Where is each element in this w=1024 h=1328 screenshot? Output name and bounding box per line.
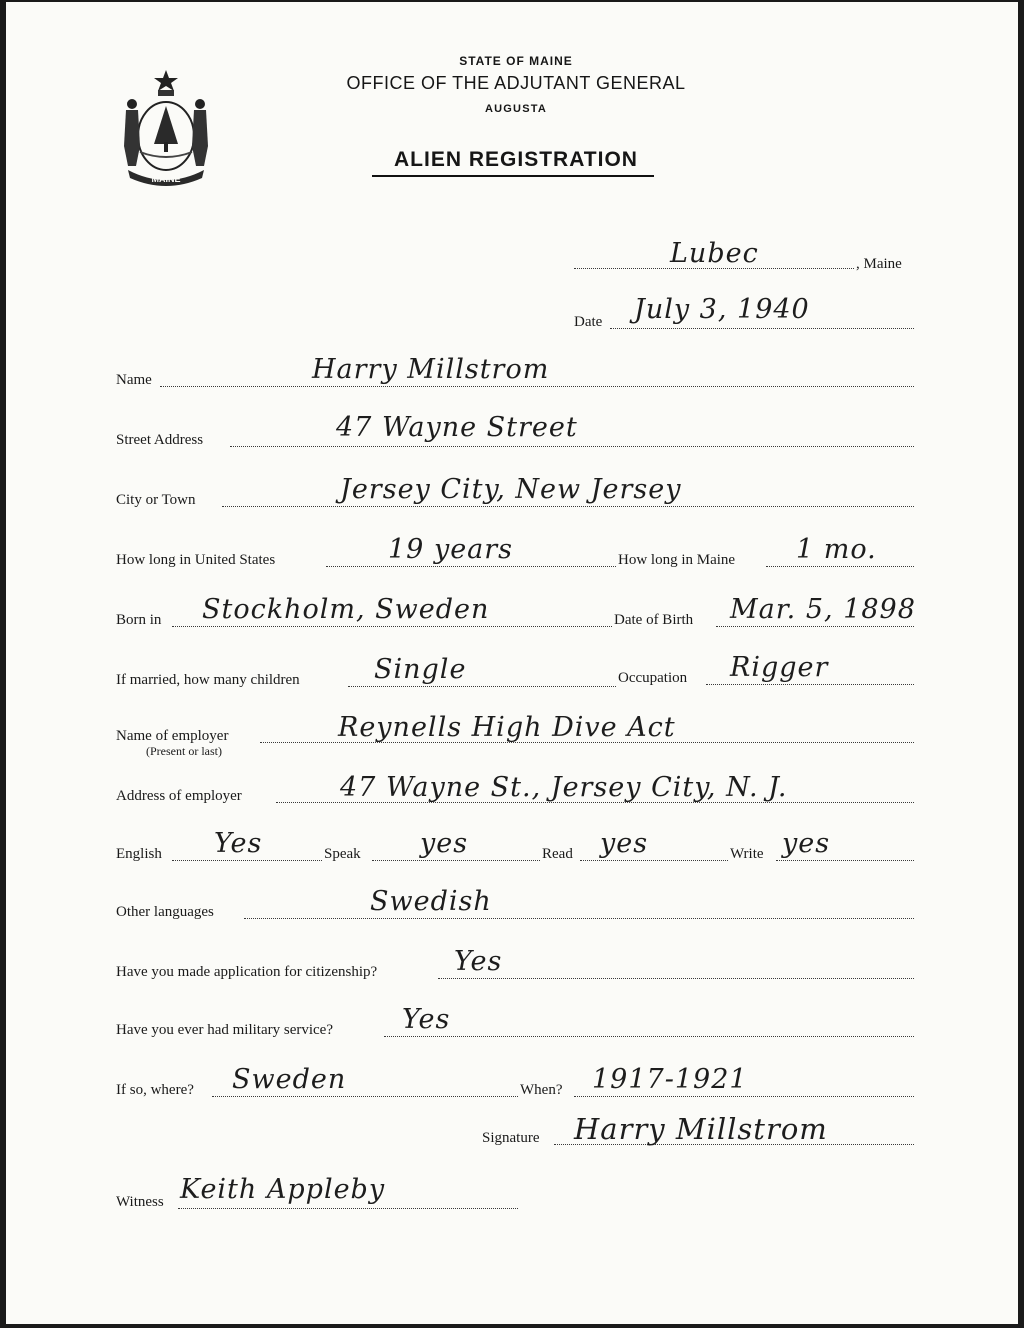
english-line (172, 860, 322, 861)
military-label: Have you ever had military service? (116, 1022, 333, 1038)
registration-form-page (6, 2, 1018, 1324)
how-long-maine-value: 1 mo. (796, 534, 877, 565)
children-value: Single (374, 654, 467, 685)
military-value: Yes (402, 1004, 451, 1035)
born-in-label: Born in (116, 612, 162, 628)
name-line (160, 386, 914, 387)
read-line (580, 860, 728, 861)
witness-value: Keith Appleby (180, 1174, 386, 1205)
occupation-label: Occupation (618, 670, 688, 686)
place-value: Lubec (670, 238, 759, 269)
signature-label: Signature (482, 1130, 540, 1146)
children-label: If married, how many children (116, 672, 300, 688)
svg-text:MAINE: MAINE (151, 174, 181, 184)
place-label: , Maine (856, 256, 902, 272)
read-label: Read (542, 846, 573, 862)
how-long-us-line (326, 566, 616, 567)
born-in-line (172, 626, 612, 627)
where-line (212, 1096, 518, 1097)
date-of-birth-label: Date of Birth (614, 612, 694, 628)
witness-label: Witness (116, 1194, 164, 1210)
city-or-town-value: Jersey City, New Jersey (340, 474, 682, 505)
date-value: July 3, 1940 (634, 294, 810, 325)
when-label: When? (520, 1082, 563, 1098)
signature-value: Harry Millstrom (574, 1112, 828, 1146)
name-value: Harry Millstrom (312, 354, 550, 385)
date-label: Date (574, 314, 603, 330)
how-long-us-label: How long in United States (116, 552, 276, 568)
write-value: yes (782, 828, 831, 859)
street-address-label: Street Address (116, 432, 204, 448)
citizenship-label: Have you made application for citizenship? (116, 964, 378, 980)
city-or-town-label: City or Town (116, 492, 196, 508)
occupation-value: Rigger (730, 652, 829, 683)
state-heading: STATE OF MAINE (459, 54, 573, 68)
how-long-maine-line (766, 566, 914, 567)
other-languages-label: Other languages (116, 904, 214, 920)
employer-label: Name of employer (116, 728, 229, 744)
write-label: Write (730, 846, 764, 862)
english-value: Yes (214, 828, 263, 859)
street-address-line (230, 446, 914, 447)
born-in-value: Stockholm, Sweden (202, 594, 490, 625)
name-label: Name (116, 372, 152, 388)
date-of-birth-value: Mar. 5, 1898 (730, 594, 916, 625)
english-label: English (116, 846, 162, 862)
speak-line (372, 860, 540, 861)
other-languages-value: Swedish (370, 886, 492, 917)
city-or-town-line (222, 506, 914, 507)
date-of-birth-line (716, 626, 914, 627)
when-line (574, 1096, 914, 1097)
occupation-line (706, 684, 914, 685)
speak-value: yes (420, 828, 469, 859)
where-label: If so, where? (116, 1082, 194, 1098)
employer-address-label: Address of employer (116, 788, 242, 804)
office-heading: OFFICE OF THE ADJUTANT GENERAL (346, 73, 686, 93)
witness-line (178, 1208, 518, 1209)
speak-label: Speak (324, 846, 361, 862)
employer-address-value: 47 Wayne St., Jersey City, N. J. (340, 772, 788, 803)
city-heading: AUGUSTA (485, 103, 547, 115)
title-underline (372, 175, 654, 177)
when-value: 1917-1921 (592, 1064, 748, 1095)
citizenship-line (438, 978, 914, 979)
write-line (776, 860, 914, 861)
children-line (348, 686, 616, 687)
employer-sublabel: (Present or last) (146, 744, 222, 758)
form-title: ALIEN REGISTRATION (394, 148, 638, 171)
where-value: Sweden (232, 1064, 347, 1095)
read-value: yes (600, 828, 649, 859)
date-line (610, 328, 914, 329)
how-long-maine-label: How long in Maine (618, 552, 736, 568)
employer-value: Reynells High Dive Act (338, 712, 676, 743)
citizenship-value: Yes (454, 946, 503, 977)
military-line (384, 1036, 914, 1037)
street-address-value: 47 Wayne Street (336, 412, 578, 443)
other-languages-line (244, 918, 914, 919)
how-long-us-value: 19 years (388, 534, 514, 565)
